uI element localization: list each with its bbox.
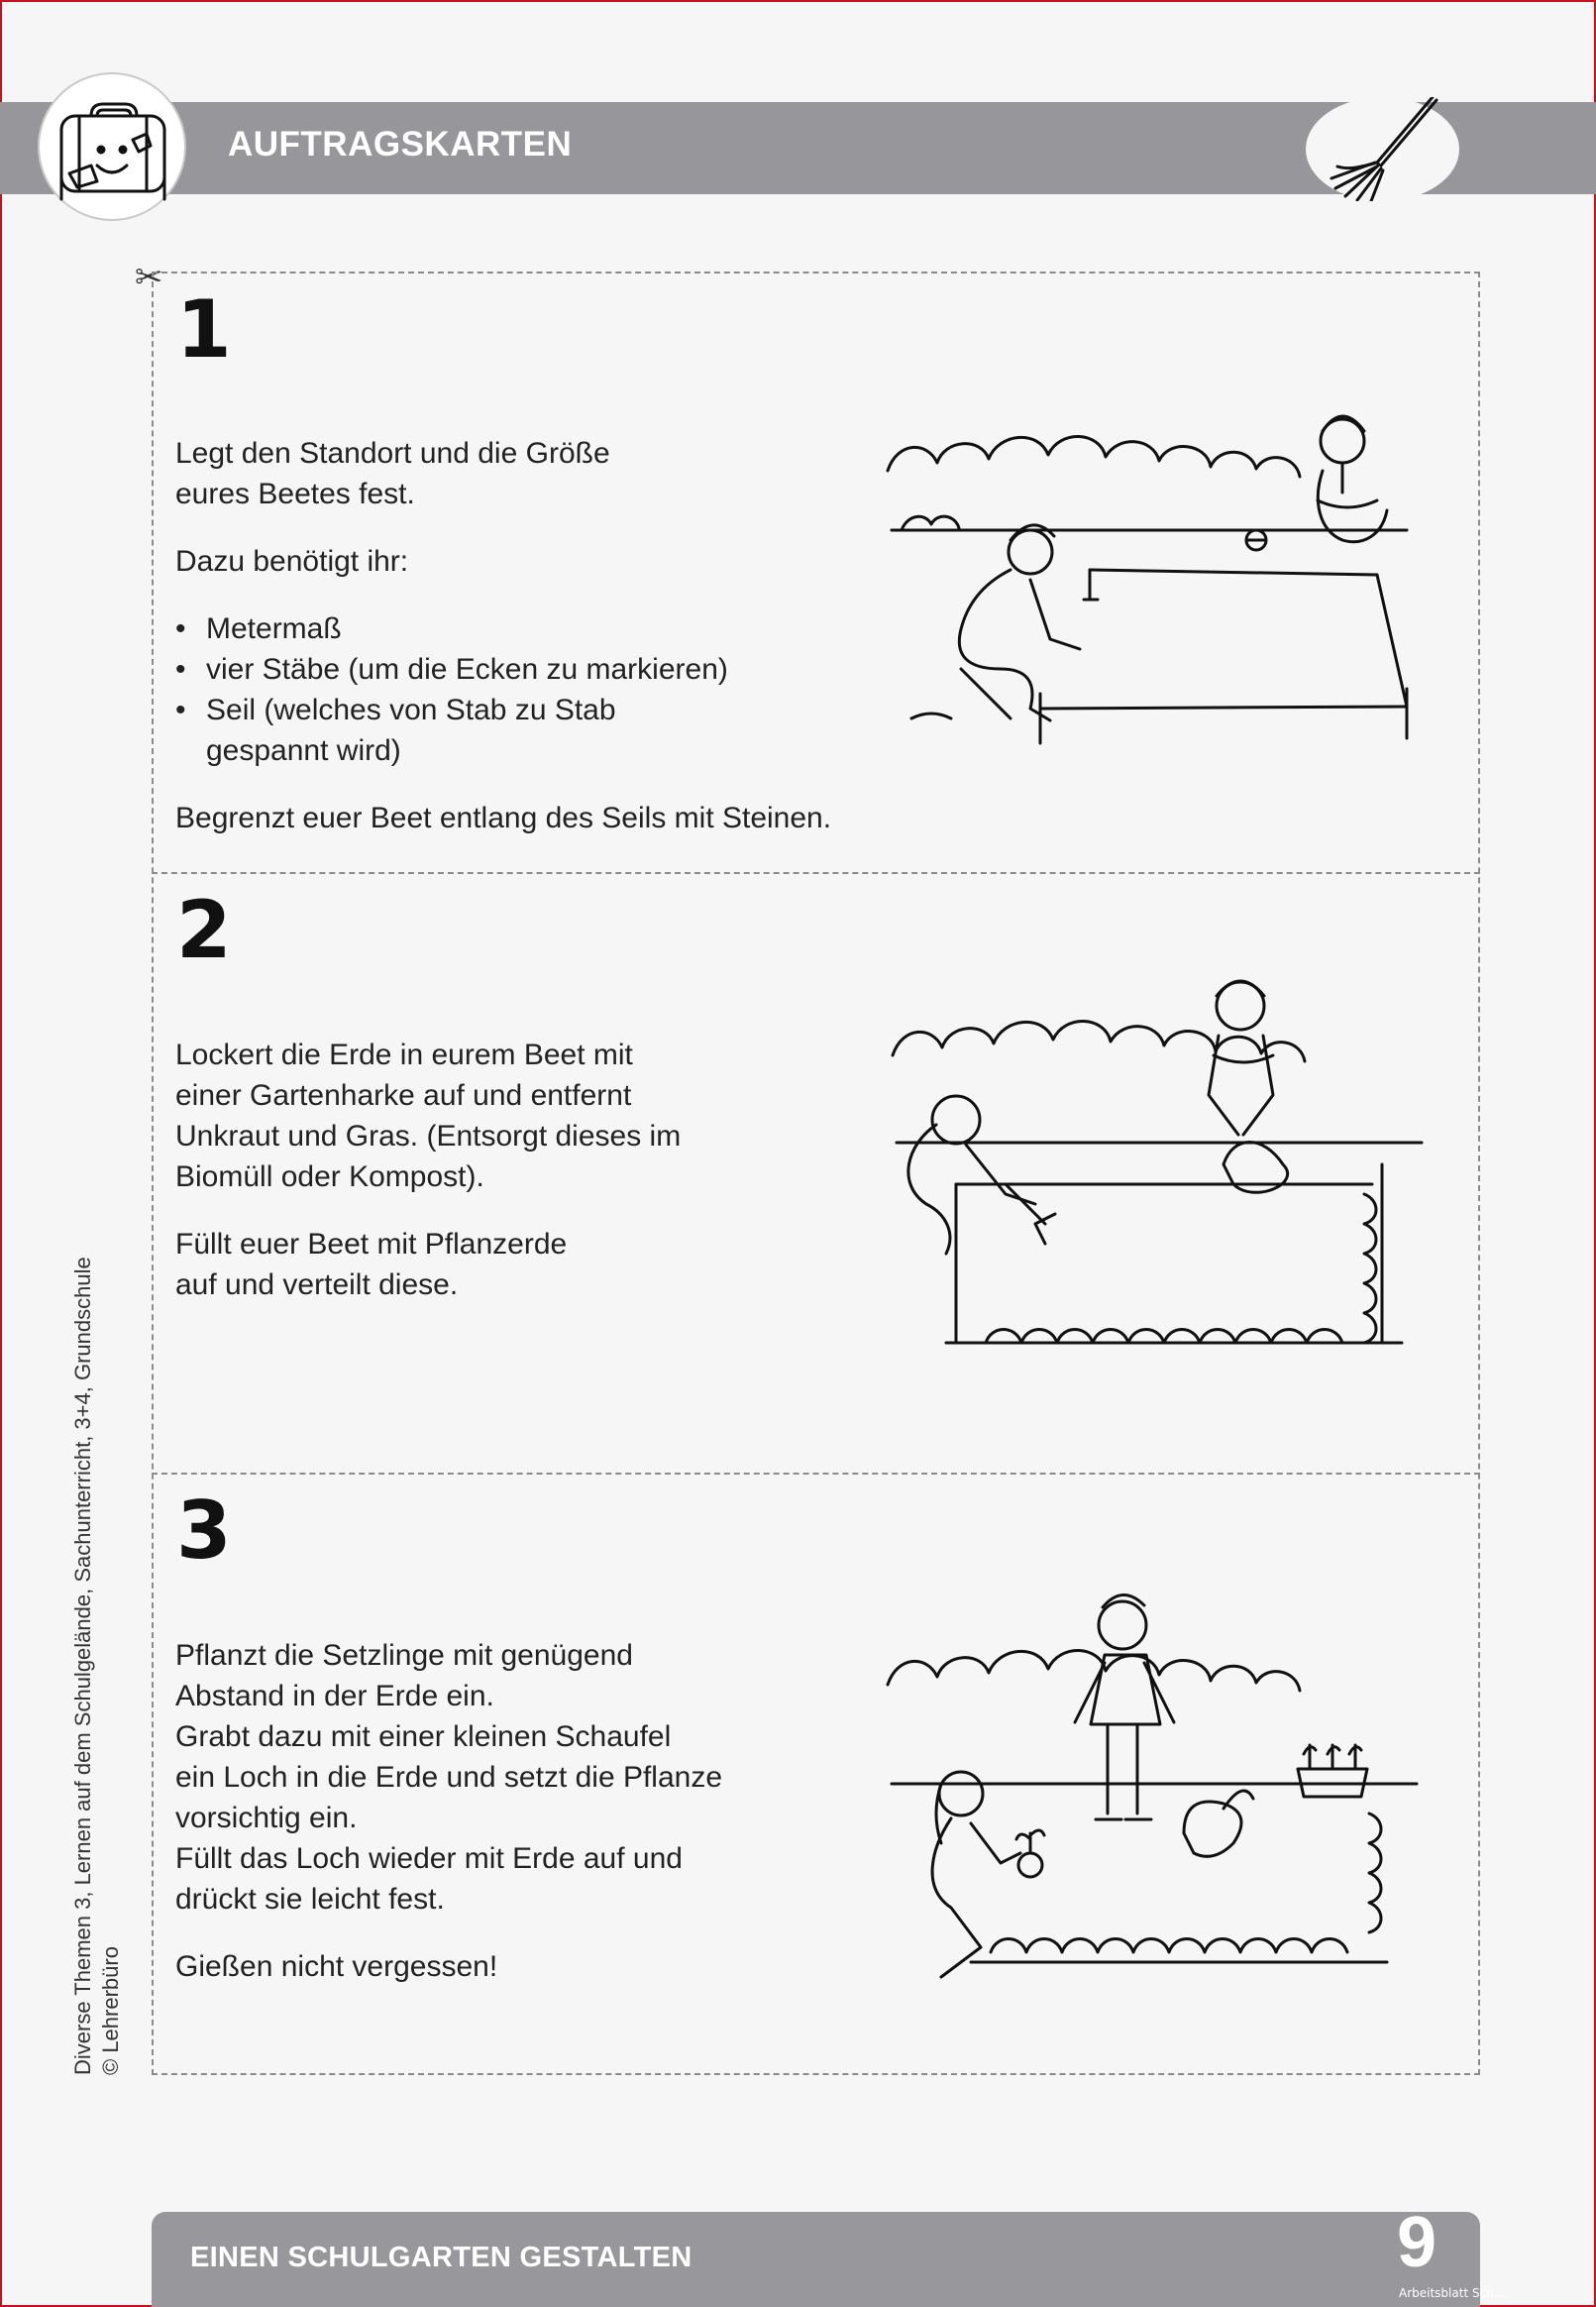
card-1-line-2: eures Beetes fest. — [175, 478, 415, 510]
card-3-line-3: Grabt dazu mit einer kleinen Schaufel — [175, 1720, 672, 1753]
list-item: • Metermaß — [175, 608, 831, 649]
source-line: Diverse Themen 3, Lernen auf dem Schulgelände, Sachunterricht, 3+4, Grundschule — [70, 1257, 95, 2075]
list-item: • vier Stäbe (um die Ecken zu markieren) — [175, 649, 831, 690]
card-3-line-5: vorsichtig ein. — [175, 1802, 358, 1834]
rake-icon — [1306, 97, 1459, 201]
card-1-needs: Dazu benötigt ihr: — [175, 545, 409, 578]
card-2-text — [175, 1035, 681, 1332]
card-1-closing: Begrenzt euer Beet entlang des Seils mit Steinen. — [175, 802, 832, 834]
copyright-sidebar — [69, 1257, 125, 2075]
card-1-intro — [175, 433, 831, 514]
card-3-line-1: Pflanzt die Setzlinge mit genügend — [175, 1639, 633, 1672]
card-2-paragraph-1 — [175, 1035, 681, 1197]
list-item: • Seil (welches von Stab zu Stab gespannt wird) — [175, 690, 831, 771]
card-3-line-4: ein Loch in die Erde und setzt die Pflanze — [175, 1761, 723, 1794]
card-3-reminder: Gießen nicht vergessen! — [175, 1950, 498, 1983]
card-2-line-6: auf und verteilt diese. — [175, 1268, 459, 1301]
measuring-bed-illustration — [882, 391, 1436, 758]
card-3-paragraph-1 — [175, 1635, 722, 1920]
card-2-line-4: Biomüll oder Kompost). — [175, 1160, 484, 1193]
suitcase-icon — [40, 74, 184, 219]
card-3-line-6: Füllt das Loch wieder mit Erde auf und — [175, 1842, 683, 1875]
card-1-line-1: Legt den Standort und die Größe — [175, 437, 610, 470]
suitcase-badge — [38, 72, 186, 221]
card-1-text — [175, 433, 831, 865]
page-title: AUFTRAGSKARTEN — [228, 125, 573, 164]
card-3-line-7: drückt sie leicht fest. — [175, 1883, 445, 1916]
card-divider — [152, 1473, 1480, 1475]
card-2-line-2: einer Gartenharke auf und entfernt — [175, 1079, 632, 1112]
card-number: 3 — [176, 1484, 232, 1577]
card-1-list — [175, 608, 831, 771]
loosening-soil-illustration — [887, 976, 1436, 1358]
footer-watermark: Arbeitsblatt Sch... — [1399, 2286, 1506, 2300]
card-number: 2 — [176, 884, 232, 976]
card-3-text — [175, 1635, 722, 2014]
card-number: 1 — [176, 283, 232, 376]
card-2-line-1: Lockert die Erde in eurem Beet mit — [175, 1039, 633, 1071]
planting-illustration — [882, 1586, 1436, 1982]
card-divider — [152, 872, 1480, 874]
card-2-line-3: Unkraut und Gras. (Entsorgt dieses im — [175, 1120, 682, 1153]
page-number: 9 — [1397, 2203, 1437, 2282]
card-3-line-2: Abstand in der Erde ein. — [175, 1680, 494, 1712]
card-2-line-5: Füllt euer Beet mit Pflanzerde — [175, 1228, 568, 1261]
scissors-icon: ✂ — [135, 258, 163, 297]
footer-title: EINEN SCHULGARTEN GESTALTEN — [190, 2242, 692, 2273]
publisher-line: © Lehrerbüro — [98, 1946, 123, 2075]
card-2-paragraph-2 — [175, 1224, 681, 1305]
rake-badge — [1306, 97, 1459, 201]
